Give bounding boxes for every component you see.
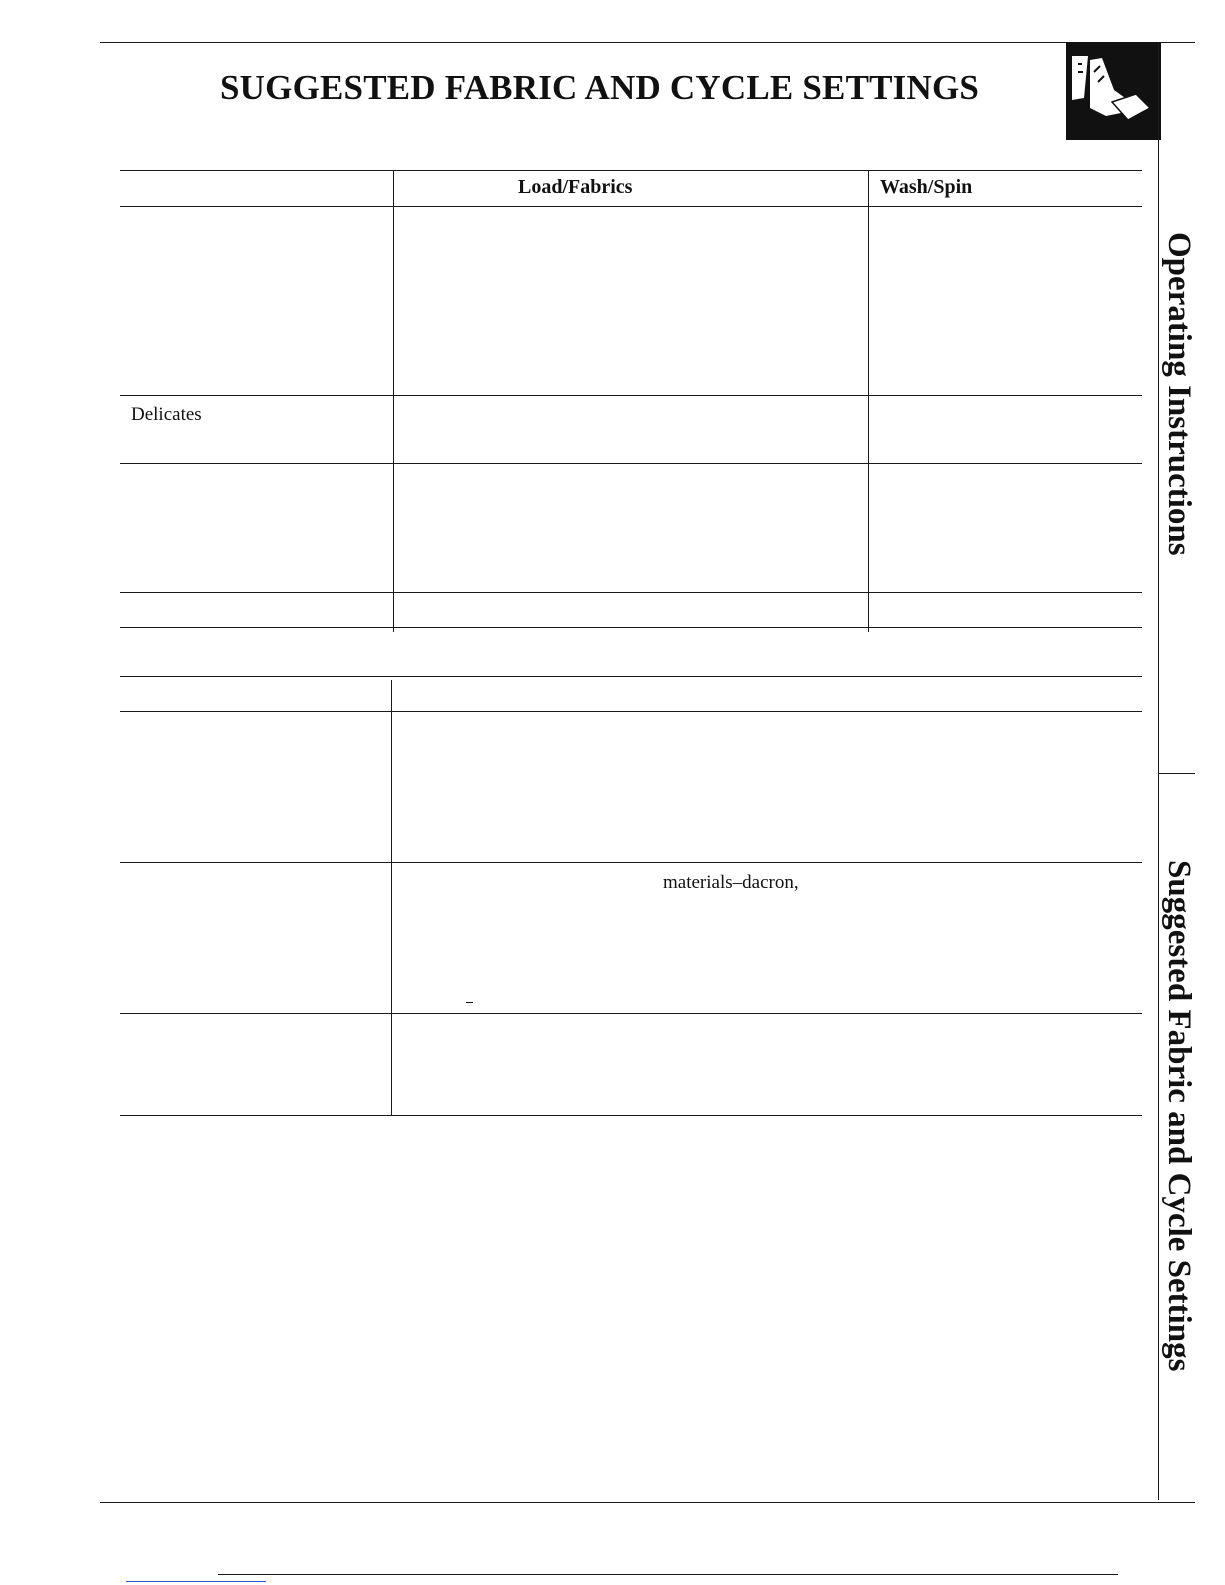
table1-col-divider <box>868 170 869 632</box>
side-border <box>1158 42 1159 1500</box>
table2-row-rule <box>120 1013 1142 1014</box>
table1-col-divider <box>393 170 394 632</box>
side-tab-operating-instructions: Operating Instructions <box>1161 232 1197 556</box>
table2-col-divider <box>391 680 392 1115</box>
footer-rule <box>218 1574 1118 1575</box>
page-title: SUGGESTED FABRIC AND CYCLE SETTINGS <box>220 68 980 107</box>
table2-top-rule <box>120 676 1142 677</box>
footer-link-underline <box>126 1581 266 1582</box>
table1-header-load-fabrics: Load/Fabrics <box>518 176 633 198</box>
dash-mark <box>466 1002 473 1003</box>
table1-bottom-rule <box>120 627 1142 628</box>
table1-row-rule <box>120 463 1142 464</box>
side-divider <box>1158 773 1195 774</box>
table1-row-rule <box>120 592 1142 593</box>
top-rule <box>100 42 1195 43</box>
bottom-rule <box>100 1502 1195 1503</box>
table2-bottom-rule <box>120 1115 1142 1116</box>
table2-header-rule <box>120 711 1142 712</box>
table1-cell-delicates: Delicates <box>131 404 202 425</box>
table1-header-wash-spin: Wash/Spin <box>880 176 973 198</box>
hand-pressing-button-icon <box>1066 42 1161 140</box>
table1-row-rule <box>120 395 1142 396</box>
table2-row-rule <box>120 862 1142 863</box>
side-tab-suggested-fabric-cycle-settings: Suggested Fabric and Cycle Settings <box>1161 860 1197 1372</box>
table1-top-rule <box>120 170 1142 171</box>
table2-cell-materials: materials–dacron, <box>663 872 799 893</box>
table1-header-rule <box>120 206 1142 207</box>
